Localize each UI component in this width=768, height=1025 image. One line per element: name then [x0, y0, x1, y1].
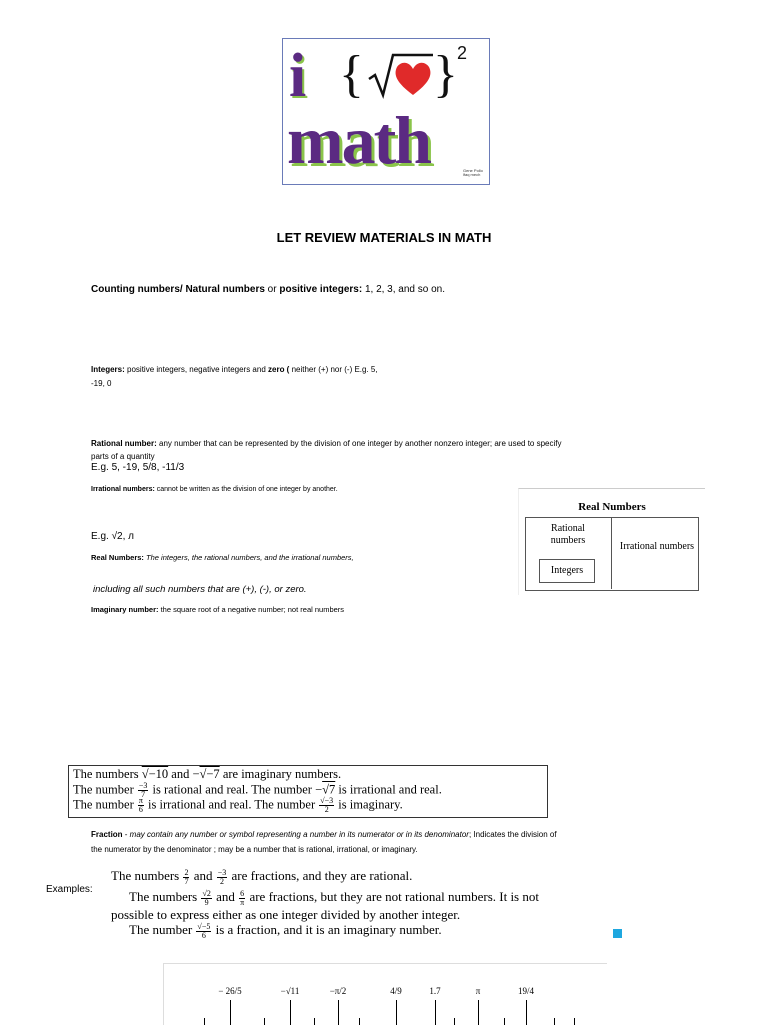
imag-box-line-3: The number $\frac{\pi}{6}$ is irrational and real. The number $\frac{√-3}{2}$ is imaginary. — [73, 796, 403, 814]
number-line-tick — [290, 1000, 291, 1025]
integers-paragraph: Integers: positive integers, negative integers and zero ( neither (+) nor (-) E.g. 5, -19, 0 — [91, 365, 378, 388]
number-line-figure — [163, 963, 607, 1025]
number-line-tick — [526, 1000, 527, 1025]
logo-right-brace: } — [433, 46, 458, 103]
logo-exponent: 2 — [457, 43, 468, 63]
number-line-tick — [435, 1000, 436, 1025]
logo-i-letter: i — [289, 42, 307, 110]
diagram-rational-label: Rational numbers — [550, 523, 586, 546]
i-love-math-logo — [282, 38, 490, 185]
fraction-example-2: The numbers $\frac{√2}{9}$ and $\frac{6}{\pi}$ are fractions, but they are not rational numbers. It is not — [129, 888, 539, 907]
number-line-tick — [230, 1000, 231, 1025]
rational-example: E.g. 5, -19, 5/8, -11/3 — [91, 462, 185, 473]
diagram-integers-box: Integers — [539, 559, 595, 583]
number-line-tick — [338, 1000, 339, 1025]
counting-numbers-paragraph: Counting numbers/ Natural numbers or positive integers: 1, 2, 3, and so on. — [91, 284, 446, 295]
number-line-label: 4/9 — [390, 986, 402, 996]
number-line-label: − 26/5 — [218, 986, 242, 996]
number-line-label: −√11 — [280, 986, 300, 996]
diagram-irrational-label: Irrational numbers — [619, 541, 695, 552]
diagram-divider — [611, 517, 612, 589]
rational-paragraph: Rational number: any number that can be represented by the division of one integer by another nonzero integer; are used to specify parts of a quantity — [91, 439, 562, 461]
fraction-paragraph: Fraction - may contain any number or symbol representing a number in its numerator or in its denominator; Indicates the division of the numerator by the denominator ; may be a number that is rational, irrational, or imaginary. — [91, 830, 557, 854]
real-numbers-line2: including all such numbers that are (+), (-), or zero. — [93, 584, 307, 595]
page-title: LET REVIEW MATERIALS IN MATH — [276, 230, 492, 245]
imag-box-line-2: The number $\frac{-3}{7}$ is rational and real. The number −√7 is irrational and real. — [73, 781, 442, 799]
diagram-title: Real Numbers — [578, 501, 646, 513]
imaginary-examples-box — [68, 765, 548, 818]
blue-square-marker — [613, 929, 622, 938]
fraction-example-2-line2: possible to express either as one integer divided by another integer. — [111, 907, 461, 922]
real-numbers-paragraph: Real Numbers: The integers, the rational numbers, and the irrational numbers, — [91, 553, 354, 562]
number-line-tick — [396, 1000, 397, 1025]
irrational-paragraph: Irrational numbers: cannot be written as the division of one integer by another. — [91, 486, 338, 493]
imag-box-line-1: The numbers √−10 and −√−7 are imaginary numbers. — [73, 767, 342, 781]
sqrt-heart-icon — [367, 51, 437, 101]
number-line-label: −π/2 — [329, 986, 347, 996]
logo-left-brace: { — [339, 46, 364, 103]
logo-credit: Gene Pollo lfaq mech — [463, 168, 483, 177]
fraction-example-1: The numbers $\frac{2}{7}$ and $\frac{-3}{2}$ are fractions, and they are rational. — [111, 867, 413, 886]
fraction-example-3: The number $\frac{√-5}{6}$ is a fraction, and it is an imaginary number. — [129, 921, 442, 940]
imaginary-paragraph: Imaginary number: the square root of a negative number; not real numbers — [91, 605, 345, 614]
number-line-label: 19/4 — [517, 986, 534, 996]
real-numbers-diagram — [518, 488, 705, 595]
logo-math-word: math — [287, 102, 431, 178]
number-line-label: π — [475, 986, 481, 996]
number-line-label: 1.7 — [429, 986, 441, 996]
number-line-tick — [478, 1000, 479, 1025]
examples-label: Examples: — [46, 884, 93, 895]
irrational-example: E.g. √2, л — [91, 531, 135, 542]
